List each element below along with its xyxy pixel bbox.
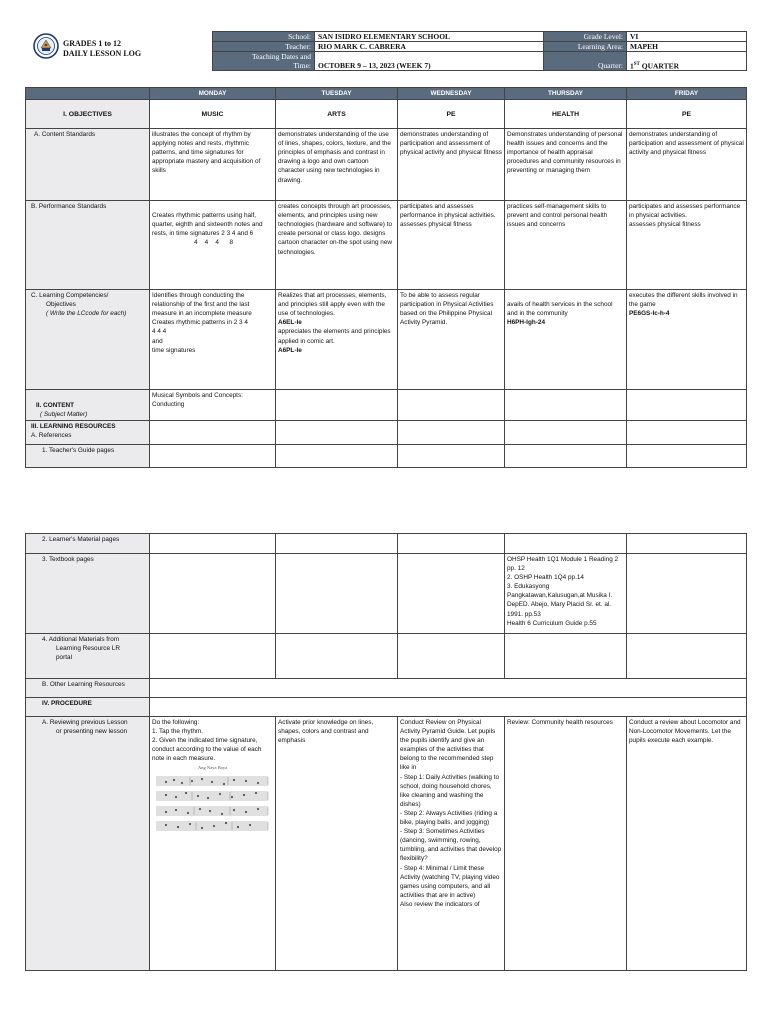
log-title-line2: DAILY LESSON LOG <box>63 49 142 58</box>
review-fri: Conduct a review about Locomotor and Non-Locomotor Movements. Let the pupils execute each example. <box>627 717 747 971</box>
dates-value: OCTOBER 9 – 13, 2023 (WEEK 7) <box>315 52 544 71</box>
quarter-num: 1 <box>630 61 634 70</box>
other-resources-value <box>150 679 747 698</box>
procedure-value <box>150 698 747 717</box>
learners-material-fri <box>627 534 747 554</box>
review-mon <box>150 717 276 971</box>
review-tue: Activate prior knowledge on lines, shapes, colors and contrast and emphasis <box>276 717 398 971</box>
content-standards-fri: demonstrates understanding of participation and assessment of physical activity and physical fitness <box>627 129 747 201</box>
competencies-label-2: Objectives <box>46 301 76 309</box>
header-info-table <box>212 31 747 71</box>
competencies-row <box>26 290 747 390</box>
competencies-label-3: ( Write the LCcode for each) <box>46 310 127 318</box>
teachers-guide-mon <box>150 445 276 468</box>
textbook-fri <box>627 554 747 634</box>
review-label-2: or presenting new lesson <box>56 728 128 736</box>
additional-materials-wed <box>398 634 505 679</box>
content-standards-tue: demonstrates understanding of the use of lines, shapes, colors, texture, and the principles of emphasis and contrast in drawing a logo and own cartoon character using new technologies in drawing. <box>276 129 398 201</box>
performance-standards-mon-denoms: 4 4 4 8 <box>194 239 234 247</box>
area-label: Learning Area: <box>544 42 627 52</box>
day-header-row <box>26 88 747 100</box>
content-tue <box>276 390 398 421</box>
learning-resources-thu <box>505 421 627 445</box>
quarter-value <box>627 52 747 71</box>
learning-resources-tue <box>276 421 398 445</box>
additional-materials-label-2: Learning Resource LR <box>56 645 120 653</box>
day-header-blank <box>26 88 150 100</box>
content-standards-label: A. Content Standards <box>26 129 150 201</box>
procedure-label: IV. PROCEDURE <box>26 698 150 717</box>
additional-materials-fri <box>627 634 747 679</box>
grade-label: Grade Level: <box>544 32 627 42</box>
quarter-rest: QUARTER <box>639 61 679 70</box>
resources-procedure-table <box>25 533 747 971</box>
teachers-guide-fri <box>627 445 747 468</box>
learners-material-row <box>26 534 747 554</box>
day-monday: MONDAY <box>150 88 276 100</box>
content-standards-wed: demonstrates understanding of participation and assessment of physical activity and physical fitness <box>398 129 505 201</box>
subject-row <box>26 100 747 129</box>
competencies-fri-code: PE6GS-Ic-h-4 <box>629 310 670 318</box>
content-standards-row <box>26 129 747 201</box>
performance-standards-mon-text: Creates rhythmic patterns using half, quarter, eighth and sixteenth notes and rests, in time signatures 2 3 4 and 6 <box>152 212 263 238</box>
learning-resources-mon <box>150 421 276 445</box>
review-row <box>26 717 747 971</box>
performance-standards-fri: participates and assesses performance in physical activities. assesses physical fitness <box>627 201 747 290</box>
teachers-guide-tue <box>276 445 398 468</box>
additional-materials-tue <box>276 634 398 679</box>
area-value: MAPEH <box>627 42 747 52</box>
competencies-tue-code1: A6EL-Ie <box>278 319 302 327</box>
quarter-label: Quarter: <box>544 52 627 71</box>
learners-material-wed <box>398 534 505 554</box>
content-standards-mon: illustrates the concept of rhythm by applying notes and rests, rhythmic patterns, and time signatures for appropriate mastery and acquisition of skills <box>150 129 276 201</box>
content-label-sub: ( Subject Matter) <box>40 411 88 418</box>
additional-materials-thu <box>505 634 627 679</box>
learners-material-mon <box>150 534 276 554</box>
competencies-thu-code: H6PH-Igh-24 <box>507 319 545 327</box>
competencies-tue <box>276 290 398 390</box>
subject-monday: MUSIC <box>150 100 276 129</box>
learners-material-label: 2. Learner's Material pages <box>26 534 150 554</box>
content-row <box>26 390 747 421</box>
competencies-tue-2: appreciates the elements and principles applied in comic art. <box>278 328 391 345</box>
content-wed <box>398 390 505 421</box>
other-resources-label: B. Other Learning Resources <box>26 679 150 698</box>
learning-resources-fri <box>627 421 747 445</box>
textbook-thu: OHSP Health 1Q1 Module 1 Reading 2 pp. 12 2. OSHP Health 1Q4 pp.14 3. Edukasyong Pangkatawan,Kalusugan,at Musika I. DepED. Abejo, Mary Placid Sr. et. al. 1991. pp.53 Health 6 Curriculum Guide p.55 <box>505 554 627 634</box>
competencies-label <box>26 290 150 390</box>
teachers-guide-thu <box>505 445 627 468</box>
dates-label-line1: Teaching Dates and <box>251 52 311 61</box>
performance-standards-row <box>26 201 747 290</box>
textbook-mon <box>150 554 276 634</box>
review-mon-text: Do the following: 1. Tap the rhythm. 2. Given the indicated time signature, conduct according to the value of each note in each measure. <box>152 719 262 763</box>
additional-materials-label <box>26 634 150 679</box>
textbook-label: 3. Textbook pages <box>26 554 150 634</box>
deped-seal-icon <box>33 33 59 59</box>
learning-resources-label-2: A. References <box>31 432 72 440</box>
learning-resources-label-1: III. LEARNING RESOURCES <box>31 423 116 431</box>
teacher-value: RIO MARK C. CABRERA <box>315 42 544 52</box>
competencies-mon: Identifies through conducting the relationship of the first and the last measure in an incomplete measure Creates rhythmic patterns in 2 3 4 4 4 4 and time signatures <box>150 290 276 390</box>
review-wed: Conduct Review on Physical Activity Pyramid Guide. Let pupils the pupils identify and give an examples of the activities that belong to the recommended step like in - Step 1: Daily Activities (walking to school, doing household chores, like cleaning and washing the dishes) - Step 2: Always Activities (riding a bike, playing balls, and jogging) - Step 3: Sometimes Activities (dancing, swimming, rowing, tumbling, and activities that develop flexibility? - Step 4: Minimal / Limit these Activity (watching TV, playing video games using computers, and all activities that are in active) Also review the indicators of <box>398 717 505 971</box>
subject-thursday: HEALTH <box>505 100 627 129</box>
content-label-main: II. CONTENT <box>36 401 74 409</box>
content-label <box>26 390 150 421</box>
competencies-wed: To be able to assess regular participation in Physical Activities based on the Philippine Physical Activity Pyramid. <box>398 290 505 390</box>
log-title <box>63 39 141 59</box>
learners-material-thu <box>505 534 627 554</box>
performance-standards-thu: practices self-management skills to prevent and control personal health issues and concerns <box>505 201 627 290</box>
school-label: School: <box>213 32 315 42</box>
learning-resources-label <box>26 421 150 445</box>
learning-resources-row <box>26 421 747 445</box>
music-sheet-title: Ang Naya Baya <box>197 765 228 771</box>
competencies-fri-text: executes the different skills involved in the game <box>629 292 738 309</box>
performance-standards-wed: participates and assesses performance in physical activities. assesses physical fitness <box>398 201 505 290</box>
teachers-guide-label: 1. Teacher's Guide pages <box>26 445 150 468</box>
performance-standards-mon <box>150 201 276 290</box>
dates-label <box>213 52 315 71</box>
objectives-label: I. OBJECTIVES <box>26 100 150 129</box>
log-title-line1: GRADES 1 to 12 <box>63 39 122 48</box>
other-resources-row <box>26 679 747 698</box>
music-staff-image <box>152 771 270 833</box>
review-thu: Review: Community health resources <box>505 717 627 971</box>
competencies-tue-1: Realizes that art processes, elements, and principles still apply even with the use of technologies. <box>278 292 387 318</box>
textbook-wed <box>398 554 505 634</box>
subject-tuesday: ARTS <box>276 100 398 129</box>
grade-value: VI <box>627 32 747 42</box>
quarter-sup: ST <box>633 61 640 67</box>
music-sheet <box>152 765 273 836</box>
textbook-row <box>26 554 747 634</box>
content-mon: Musical Symbols and Concepts: Conducting <box>150 390 276 421</box>
review-label-1: A. Reviewing previous Lesson <box>42 719 128 726</box>
day-thursday: THURSDAY <box>505 88 627 100</box>
teachers-guide-wed <box>398 445 505 468</box>
learners-material-tue <box>276 534 398 554</box>
competencies-thu-text: avails of health services in the school and in the community <box>507 301 613 318</box>
performance-standards-label: B. Performance Standards <box>26 201 150 290</box>
objectives-table <box>25 87 747 468</box>
school-value: SAN ISIDRO ELEMENTARY SCHOOL <box>315 32 544 42</box>
review-label <box>26 717 150 971</box>
content-thu <box>505 390 627 421</box>
competencies-fri <box>627 290 747 390</box>
teachers-guide-row <box>26 445 747 468</box>
procedure-row <box>26 698 747 717</box>
competencies-thu <box>505 290 627 390</box>
content-standards-thu: Demonstrates understanding of personal health issues and concerns and the importance of health appraisal procedures and community resources in preventing or managing them <box>505 129 627 201</box>
textbook-tue <box>276 554 398 634</box>
learning-resources-wed <box>398 421 505 445</box>
additional-materials-mon <box>150 634 276 679</box>
additional-materials-row <box>26 634 747 679</box>
competencies-label-1: C. Learning Competencies/ <box>31 292 109 300</box>
additional-materials-label-3: portal <box>56 654 72 662</box>
competencies-tue-code2: A6PL-Ie <box>278 346 302 354</box>
performance-standards-tue: creates concepts through art processes, elements, and principles using new technologies (hardware and software) to create personal or class logo. designs cartoon character on-the spot using new technologies. <box>276 201 398 290</box>
teacher-label: Teacher: <box>213 42 315 52</box>
dates-label-line2: Time: <box>293 61 311 70</box>
content-fri <box>627 390 747 421</box>
day-tuesday: TUESDAY <box>276 88 398 100</box>
day-wednesday: WEDNESDAY <box>398 88 505 100</box>
day-friday: FRIDAY <box>627 88 747 100</box>
subject-wednesday: PE <box>398 100 505 129</box>
subject-friday: PE <box>627 100 747 129</box>
additional-materials-label-1: 4. Additional Materials from <box>42 636 120 643</box>
